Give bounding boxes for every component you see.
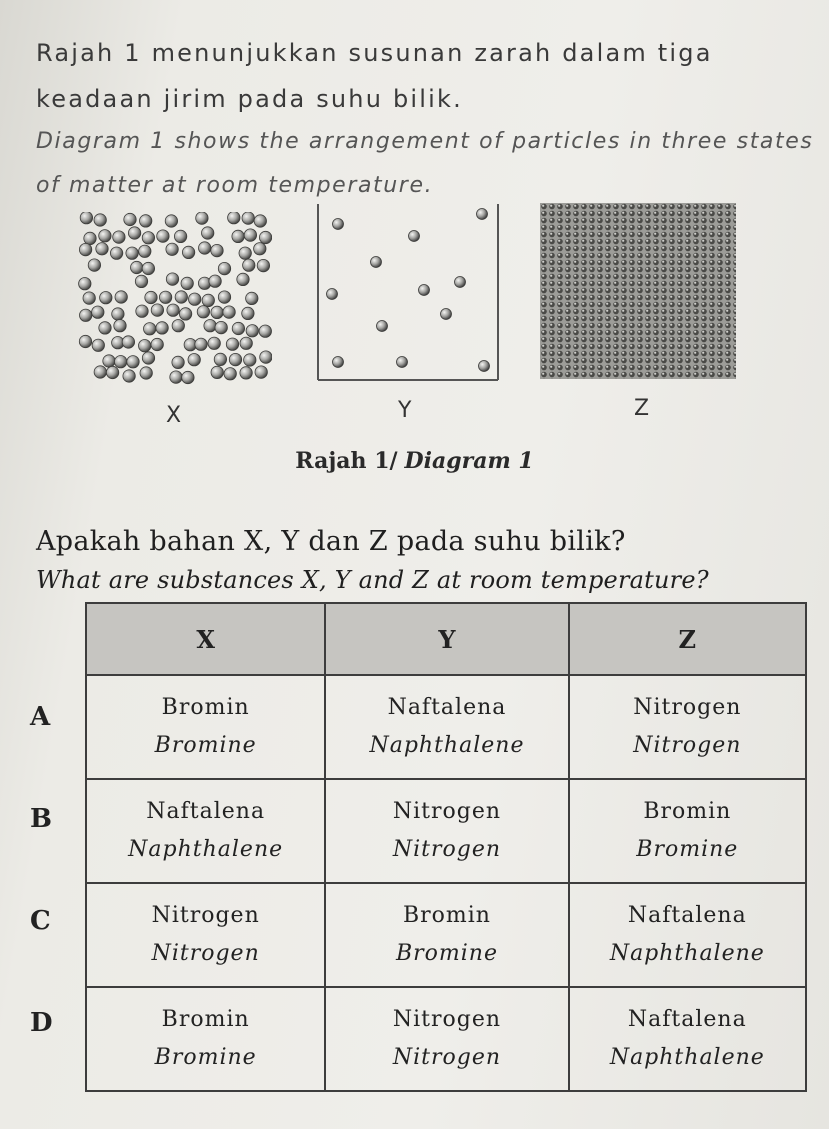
- x-particle: [128, 227, 140, 239]
- option-a-z: [569, 675, 806, 779]
- option-c-x: [86, 883, 325, 987]
- x-particle: [79, 278, 91, 290]
- x-particle: [240, 337, 252, 349]
- x-particle: [92, 339, 104, 351]
- table-row-option-a: [86, 675, 806, 779]
- option-a-y: [325, 675, 568, 779]
- x-particle: [99, 322, 111, 334]
- cell-english: Nitrogen: [633, 733, 742, 758]
- x-particle: [165, 215, 177, 227]
- x-particle: [182, 371, 194, 383]
- x-particle: [94, 366, 106, 378]
- table-row-option-c: [86, 883, 806, 987]
- y-particle: [371, 257, 382, 268]
- x-particle: [226, 338, 238, 350]
- x-particle: [92, 306, 104, 318]
- x-particle: [140, 215, 152, 227]
- caption-malay: Rajah 1/: [295, 448, 398, 474]
- cell-malay: Nitrogen: [151, 903, 260, 928]
- cell-malay: Bromin: [161, 695, 250, 720]
- option-b-z: [569, 779, 806, 883]
- x-particle-group: [79, 212, 272, 384]
- x-particle: [239, 247, 251, 259]
- option-a-x: [86, 675, 325, 779]
- x-particle: [254, 243, 266, 255]
- x-particle: [144, 323, 156, 335]
- x-particle: [257, 259, 269, 271]
- x-particle: [195, 338, 207, 350]
- x-particle: [237, 273, 249, 285]
- x-particle: [122, 336, 134, 348]
- x-particle: [196, 212, 208, 224]
- x-particle: [242, 212, 254, 224]
- x-particle: [259, 325, 271, 337]
- x-particle: [94, 214, 106, 226]
- diagram-label-z: Z: [634, 396, 650, 421]
- x-particle: [181, 277, 193, 289]
- x-particle: [80, 212, 92, 224]
- x-particle: [188, 354, 200, 366]
- z-lattice: [540, 203, 736, 379]
- cell-english: Bromine: [395, 941, 498, 966]
- x-particle: [79, 243, 91, 255]
- header-y: Y: [325, 603, 568, 675]
- x-particle: [182, 246, 194, 258]
- x-particle: [244, 229, 256, 241]
- x-particle: [80, 309, 92, 321]
- x-particle: [110, 247, 122, 259]
- x-particle: [172, 320, 184, 332]
- x-particle: [136, 305, 148, 317]
- x-particle: [209, 275, 221, 287]
- x-particle: [170, 371, 182, 383]
- diagram-label-y: Y: [398, 398, 412, 423]
- x-particle: [259, 231, 271, 243]
- x-particle: [151, 304, 163, 316]
- option-letter-a: A: [30, 702, 51, 732]
- x-particle: [115, 356, 127, 368]
- x-particle: [228, 212, 240, 224]
- x-particle: [166, 243, 178, 255]
- cell-malay: Naftalena: [146, 799, 266, 824]
- x-particle: [156, 322, 168, 334]
- intro-text-english: Diagram 1 shows the arrangement of particles in three states of matter at room temperature.: [36, 129, 814, 198]
- x-particle: [166, 273, 178, 285]
- intro-text-malay: Rajah 1 menunjukkan susunan zarah dalam tiga keadaan jirim pada suhu bilik.: [36, 39, 713, 113]
- x-particle: [114, 320, 126, 332]
- x-particle: [179, 308, 191, 320]
- option-c-z: [569, 883, 806, 987]
- x-particle: [142, 352, 154, 364]
- x-particle: [142, 262, 154, 274]
- cell-malay: Bromin: [402, 903, 491, 928]
- x-particle: [167, 304, 179, 316]
- cell-english: Bromine: [154, 1045, 257, 1070]
- x-particle: [142, 232, 154, 244]
- x-particle: [99, 230, 111, 242]
- diagram-caption: [0, 448, 829, 474]
- x-particle: [159, 291, 171, 303]
- x-particle: [211, 366, 223, 378]
- x-particle: [145, 291, 157, 303]
- x-particle: [88, 259, 100, 271]
- option-letter-b: B: [30, 804, 52, 834]
- x-particle: [124, 213, 136, 225]
- cell-english: Bromine: [636, 837, 739, 862]
- cell-english: Naphthalene: [369, 733, 525, 758]
- option-d-x: [86, 987, 325, 1091]
- x-particle: [83, 292, 95, 304]
- option-letter-d: D: [30, 1008, 53, 1038]
- cell-malay: Naftalena: [627, 1007, 747, 1032]
- cell-english: Naphthalene: [609, 941, 765, 966]
- cell-malay: Nitrogen: [392, 1007, 502, 1032]
- x-particle: [242, 307, 254, 319]
- cell-english: Nitrogen: [392, 1045, 502, 1070]
- option-c-y: [325, 883, 568, 987]
- x-particle: [254, 215, 266, 227]
- x-particle: [214, 353, 226, 365]
- x-particle: [96, 243, 108, 255]
- answer-options-table: [85, 602, 807, 1092]
- header-x: X: [86, 603, 325, 675]
- question-english: What are substances X, Y and Z at room temperature?: [36, 566, 709, 594]
- x-particle: [84, 232, 96, 244]
- question-malay: Apakah bahan X, Y dan Z pada suhu bilik?: [36, 526, 626, 557]
- x-particle: [123, 370, 135, 382]
- cell-malay: Nitrogen: [392, 799, 502, 824]
- cell-malay: Naftalena: [627, 903, 747, 928]
- y-particle: [455, 277, 466, 288]
- x-particle: [174, 230, 186, 242]
- y-particle: [333, 219, 344, 230]
- diagram-x-liquid-particles: [78, 212, 272, 390]
- option-d-z: [569, 987, 806, 1091]
- x-particle: [202, 294, 214, 306]
- y-particle: [477, 209, 488, 220]
- x-particle: [208, 337, 220, 349]
- x-particle: [246, 292, 258, 304]
- header-z: Z: [569, 603, 806, 675]
- y-particle: [419, 285, 430, 296]
- cell-english: Naphthalene: [128, 837, 284, 862]
- option-b-x: [86, 779, 325, 883]
- table-header-row: [86, 603, 806, 675]
- x-particle: [218, 291, 230, 303]
- x-particle: [197, 306, 209, 318]
- y-particle-group: [327, 209, 490, 372]
- cell-malay: Nitrogen: [633, 695, 742, 720]
- cell-english: Naphthalene: [609, 1045, 765, 1070]
- diagram-y-gas-particles: [312, 202, 504, 384]
- table-row-option-d: [86, 987, 806, 1091]
- x-particle: [175, 291, 187, 303]
- x-particle: [244, 354, 256, 366]
- x-particle: [199, 242, 211, 254]
- x-particle: [115, 291, 127, 303]
- option-letter-c: C: [30, 906, 51, 936]
- x-particle: [139, 340, 151, 352]
- x-particle: [246, 325, 258, 337]
- x-particle: [211, 306, 223, 318]
- diagram-z-solid-particles: [540, 203, 736, 379]
- option-b-y: [325, 779, 568, 883]
- y-particle: [479, 361, 490, 372]
- x-particle: [112, 308, 124, 320]
- caption-english: Diagram 1: [404, 448, 534, 474]
- cell-malay: Naftalena: [387, 695, 507, 720]
- y-particle: [327, 289, 338, 300]
- x-particle: [232, 322, 244, 334]
- x-particle: [260, 351, 272, 363]
- x-particle: [189, 293, 201, 305]
- x-particle: [240, 367, 252, 379]
- y-particle: [333, 357, 344, 368]
- x-particle: [224, 368, 236, 380]
- y-particle: [397, 357, 408, 368]
- x-particle: [172, 356, 184, 368]
- cell-english: Bromine: [154, 733, 257, 758]
- option-d-y: [325, 987, 568, 1091]
- x-particle: [204, 320, 216, 332]
- x-particle: [103, 355, 115, 367]
- cell-english: Nitrogen: [151, 941, 260, 966]
- x-particle: [100, 292, 112, 304]
- cell-english: Nitrogen: [392, 837, 502, 862]
- x-particle: [135, 275, 147, 287]
- cell-malay: Bromin: [643, 799, 732, 824]
- x-particle: [215, 321, 227, 333]
- x-particle: [255, 366, 267, 378]
- y-particle: [409, 231, 420, 242]
- x-particle: [243, 259, 255, 271]
- diagram-label-x: X: [166, 403, 182, 428]
- x-particle: [106, 366, 118, 378]
- x-particle: [232, 230, 244, 242]
- cell-malay: Bromin: [161, 1007, 250, 1032]
- x-particle: [131, 261, 143, 273]
- x-particle: [140, 367, 152, 379]
- x-particle: [113, 231, 125, 243]
- x-particle: [157, 230, 169, 242]
- x-particle: [211, 244, 223, 256]
- x-particle: [139, 245, 151, 257]
- x-particle: [127, 356, 139, 368]
- x-particle: [218, 262, 230, 274]
- x-particle: [202, 227, 214, 239]
- x-particle: [151, 338, 163, 350]
- x-particle: [229, 353, 241, 365]
- y-particle: [441, 309, 452, 320]
- table-row-option-b: [86, 779, 806, 883]
- y-particle: [377, 321, 388, 332]
- x-particle: [79, 335, 91, 347]
- x-particle: [126, 247, 138, 259]
- x-particle: [223, 306, 235, 318]
